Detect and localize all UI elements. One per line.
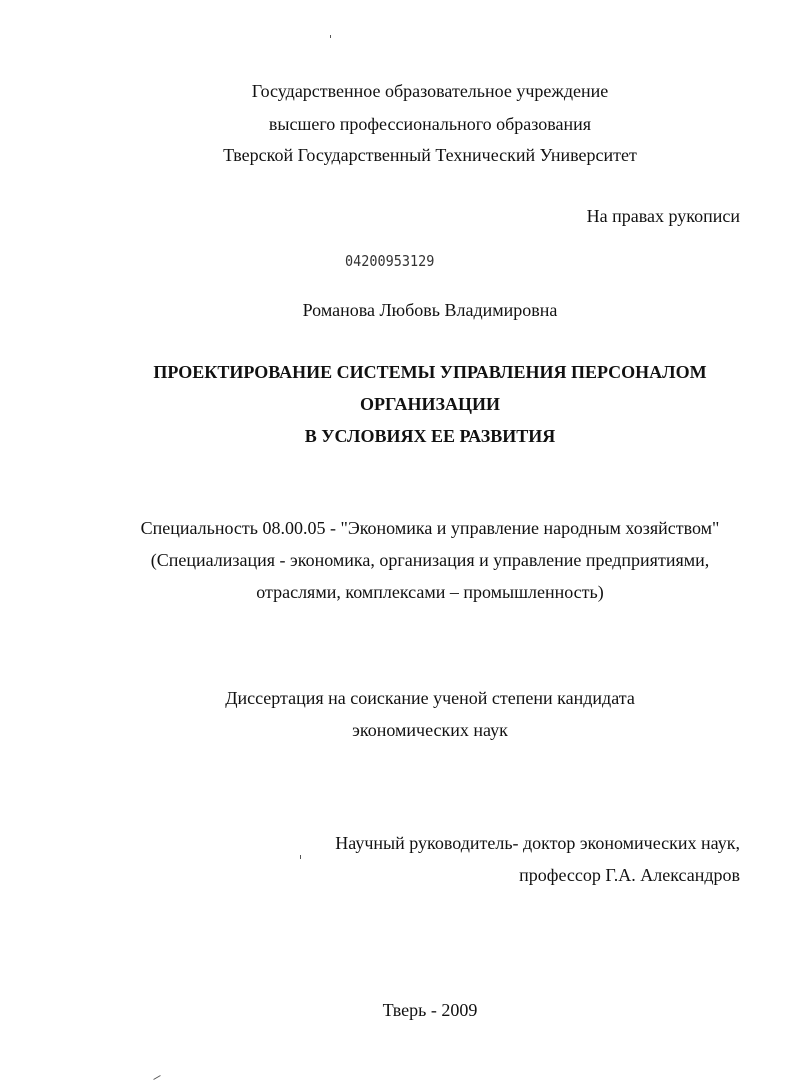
institution-line-2: высшего профессионального образования: [268, 114, 592, 134]
author-name: Романова Любовь Владимировна: [302, 300, 558, 320]
dissertation-line-2: экономических наук: [352, 720, 508, 740]
institution-line-3: Тверской Государственный Технический Университет: [223, 145, 637, 165]
place-year: Тверь - 2009: [382, 1000, 478, 1020]
supervisor-line-2: профессор Г.А. Александров: [519, 865, 740, 885]
archive-stamp-number: 04200953129: [345, 252, 435, 270]
scan-speck: [330, 35, 331, 38]
dissertation-line-1: Диссертация на соискание ученой степени кандидата: [225, 688, 635, 708]
specialty-line-2: (Специализация - экономика, организация и управление предприятиями,: [150, 550, 710, 570]
specialty-line-1: Специальность 08.00.05 - "Экономика и управление народным хозяйством": [140, 518, 720, 538]
manuscript-note: На правах рукописи: [586, 206, 740, 226]
scan-speck: [300, 855, 301, 859]
scan-speck: [153, 1075, 160, 1080]
title-line-3: В УСЛОВИЯХ ЕЕ РАЗВИТИЯ: [304, 426, 556, 446]
title-line-1: ПРОЕКТИРОВАНИЕ СИСТЕМЫ УПРАВЛЕНИЯ ПЕРСОНАЛОМ: [153, 362, 707, 382]
supervisor-line-1: Научный руководитель- доктор экономических наук,: [335, 833, 740, 853]
institution-line-1: Государственное образовательное учреждение: [251, 81, 609, 101]
title-line-2: ОРГАНИЗАЦИИ: [360, 394, 500, 414]
specialty-line-3: отраслями, комплексами – промышленность): [256, 582, 604, 602]
